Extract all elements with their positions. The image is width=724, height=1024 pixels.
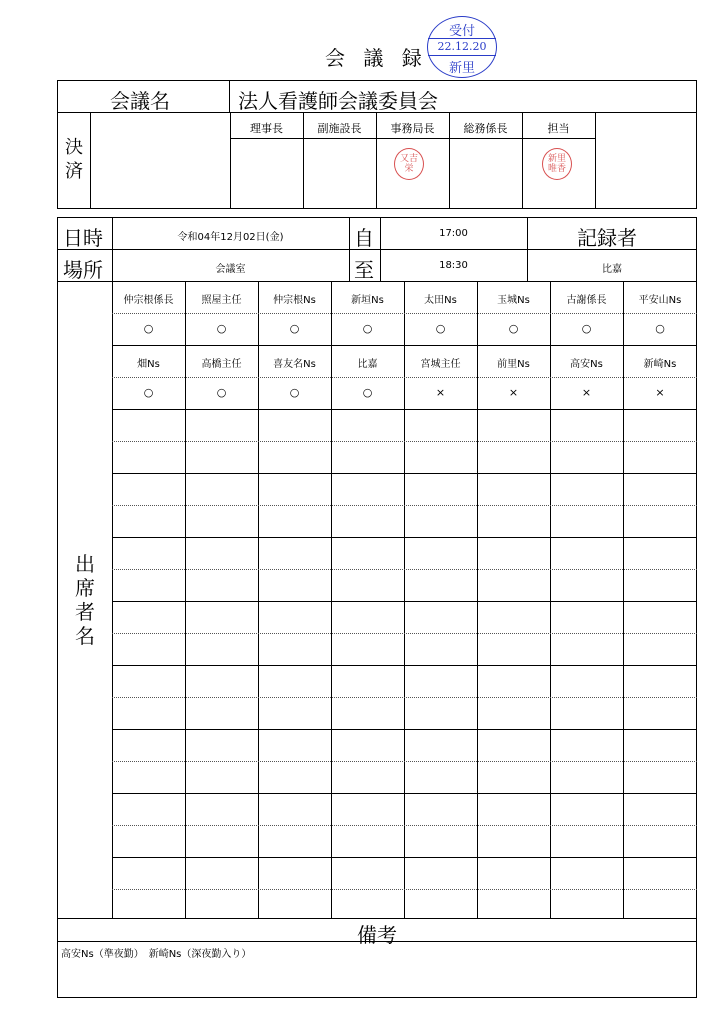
receipt-stamp-date: 22.12.20 <box>428 38 496 56</box>
attendance-mark: × <box>655 386 665 399</box>
attendance-mark: ○ <box>289 322 300 335</box>
attendee-name: 太田Ns <box>424 295 457 306</box>
attendee-name: 古謝係長 <box>566 295 607 306</box>
from-label: 自 <box>354 226 374 250</box>
approval-col-chairman: 理事長 <box>250 122 283 135</box>
receipt-stamp-top: 受付 <box>448 24 475 39</box>
approval-col-vice-director: 副施設長 <box>317 122 362 135</box>
from-value: 17:00 <box>439 228 468 239</box>
attendance-mark: ○ <box>289 386 300 399</box>
attendance-mark: ○ <box>581 322 592 335</box>
place-value: 会議室 <box>215 264 246 275</box>
attendee-name: 畑Ns <box>137 359 160 370</box>
approval-col-in-charge: 担当 <box>547 122 570 135</box>
attendance-label: 出席者名 <box>75 552 95 648</box>
attendance-mark: ○ <box>216 386 227 399</box>
attendance-mark: ○ <box>435 322 446 335</box>
attendee-name: 高橋主任 <box>201 359 242 370</box>
approval-col-secretary-general: 事務局長 <box>390 122 435 135</box>
attendee-name: 前里Ns <box>497 359 530 370</box>
approval-label: 決済 <box>65 137 83 182</box>
attendance-mark: ○ <box>362 386 373 399</box>
attendee-name: 比嘉 <box>357 359 378 370</box>
attendance-mark: × <box>508 386 519 399</box>
attendance-mark: ○ <box>508 322 519 335</box>
attendee-name: 新崎Ns <box>643 359 677 370</box>
seal-secretary-general: 又吉 栄 <box>394 148 424 180</box>
attendance-mark: ○ <box>143 322 154 335</box>
meeting-name-label: 会議名 <box>110 89 170 113</box>
to-label: 至 <box>354 258 374 282</box>
attendee-name: 玉城Ns <box>497 295 530 306</box>
to-value: 18:30 <box>439 260 468 271</box>
attendee-name: 宮城主任 <box>420 359 461 370</box>
seal-in-charge: 新里 唯香 <box>542 148 572 180</box>
attendee-name: 新垣Ns <box>351 295 384 306</box>
datetime-label: 日時 <box>63 226 103 250</box>
place-label: 場所 <box>63 258 103 282</box>
datetime-value: 令和04年12月02日(金) <box>177 232 284 243</box>
attendance-mark: ○ <box>655 322 665 335</box>
attendance-mark: ○ <box>216 322 227 335</box>
attendee-name: 照屋主任 <box>201 295 242 306</box>
recorder-value: 比嘉 <box>602 264 622 275</box>
receipt-stamp-name: 新里 <box>448 61 475 76</box>
attendance-mark: ○ <box>143 386 154 399</box>
attendee-name: 仲宗根係長 <box>123 295 174 306</box>
attendance-mark: × <box>435 386 446 399</box>
attendance-mark: × <box>581 386 592 399</box>
approval-col-general-affairs: 総務係長 <box>463 122 508 135</box>
remarks-text: 高安Ns（準夜勤） 新崎Ns（深夜勤入り） <box>61 949 252 960</box>
receipt-stamp <box>427 16 497 78</box>
attendee-name: 仲宗根Ns <box>273 295 316 306</box>
recorder-label: 記録者 <box>577 226 637 250</box>
attendance-mark: ○ <box>362 322 373 335</box>
attendee-name: 喜友名Ns <box>273 359 316 370</box>
attendee-name: 平安山Ns <box>638 295 682 306</box>
page-title: 会 議 録 <box>325 46 428 70</box>
meeting-name-value: 法人看護師会議委員会 <box>238 89 438 113</box>
remarks-label: 備考 <box>357 923 397 947</box>
attendee-name: 高安Ns <box>570 359 603 370</box>
